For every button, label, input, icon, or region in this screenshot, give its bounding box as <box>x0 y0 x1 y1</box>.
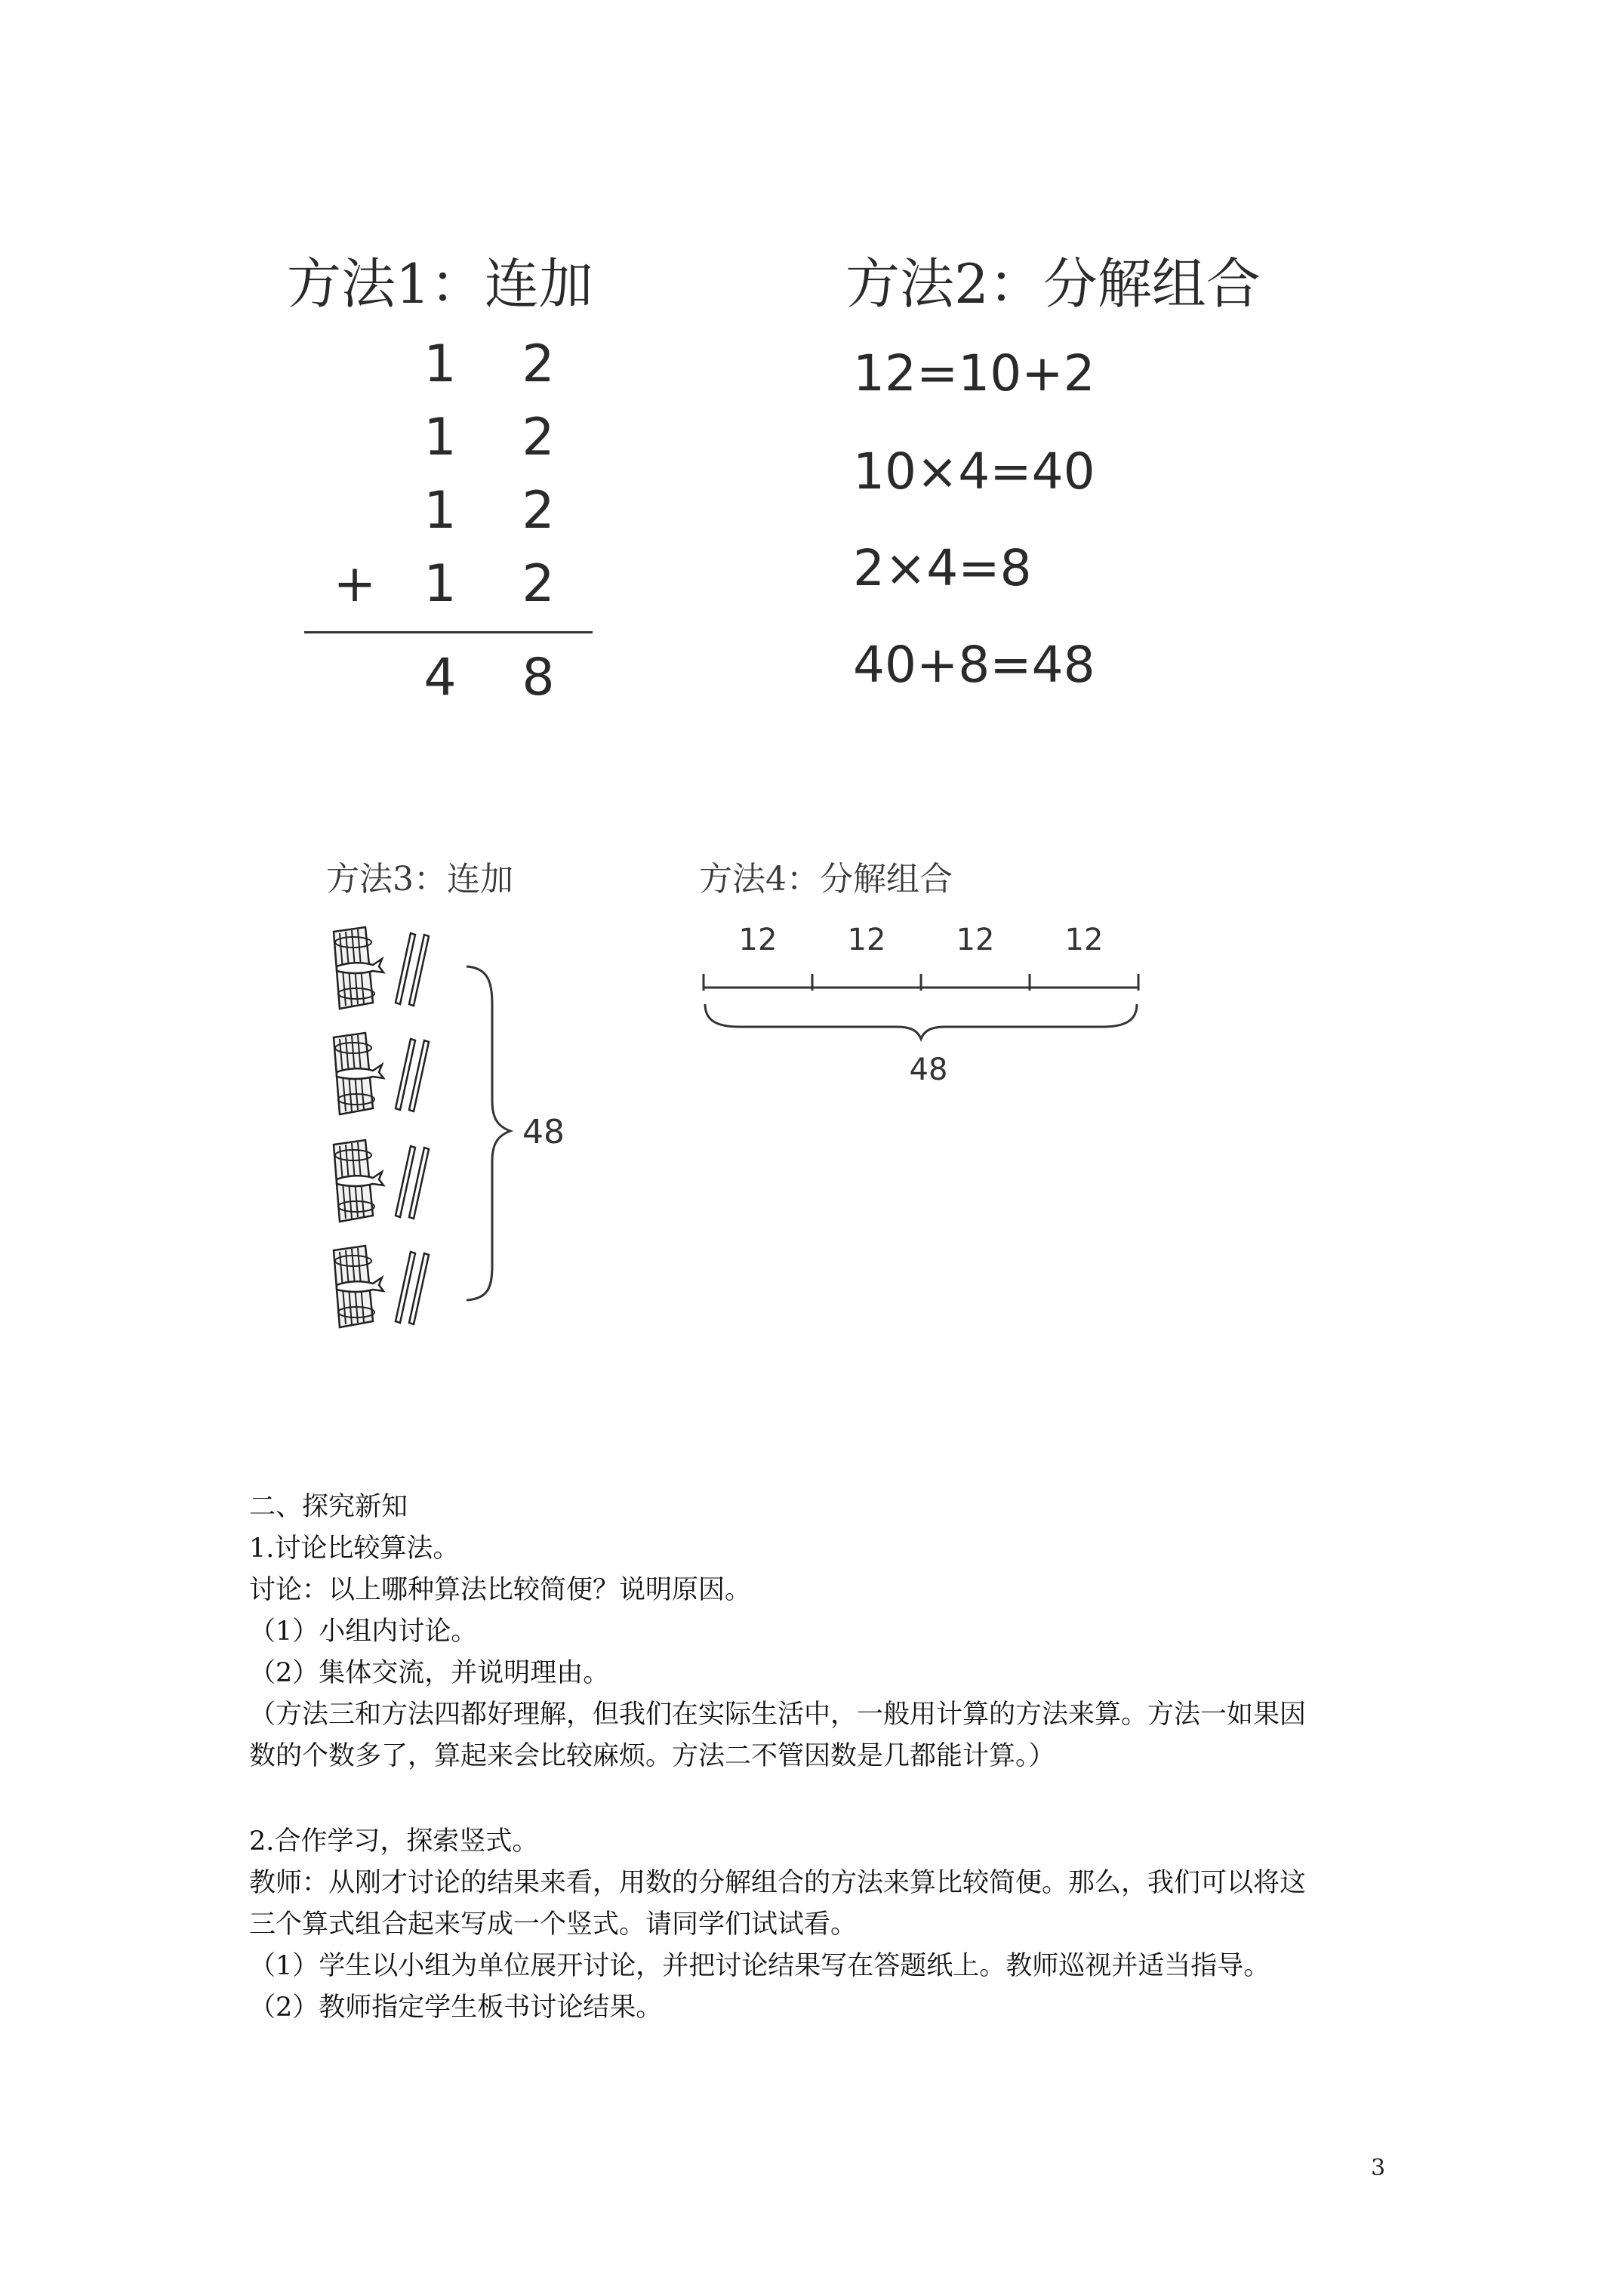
paragraph2-teacher-line2: 三个算式组合起来写成一个竖式。请同学们试试看。 <box>249 1909 858 1940</box>
segment-label-1: 12 <box>738 923 778 957</box>
paragraph1-note-line2: 数的个数多了，算起来会比较麻烦。方法二不管因数是几都能计算。） <box>249 1741 1055 1771</box>
row1-ones: 2 <box>522 334 555 394</box>
paragraph1-step2: （2）集体交流，并说明理由。 <box>249 1658 610 1688</box>
paragraph1-note-line1: （方法三和方法四都好理解，但我们在实际生活中，一般用计算的方法来算。方法一如果因 <box>249 1700 1307 1730</box>
paragraph1-step1: （1）小组内讨论。 <box>249 1616 478 1647</box>
segment-label-2: 12 <box>847 923 886 957</box>
method2-title: 方法2：分解组合 <box>845 252 1261 316</box>
row1-tens: 1 <box>423 334 457 394</box>
paragraph2-step1: （1）学生以小组为单位展开讨论，并把讨论结果写在答题纸上。教师巡视并适当指导。 <box>249 1951 1270 1981</box>
stick-bundle-2 <box>334 1033 429 1114</box>
method2-equation-3: 2×4=8 <box>853 539 1032 597</box>
method2-equation-4: 40+8=48 <box>853 636 1095 694</box>
paragraph2-heading: 2.合作学习，探索竖式。 <box>249 1826 539 1857</box>
stick-bundle-1 <box>334 927 429 1009</box>
right-brace <box>467 966 510 1300</box>
paragraph2-step2: （2）教师指定学生板书讨论结果。 <box>249 1992 663 2023</box>
paragraph2-teacher-line1: 教师：从刚才讨论的结果来看，用数的分解组合的方法来算比较简便。那么，我们可以将这 <box>249 1868 1307 1898</box>
plus-sign: + <box>333 554 377 614</box>
segment-label-3: 12 <box>956 923 995 957</box>
method1-title: 方法1：连加 <box>287 252 593 316</box>
page-number: 3 <box>1371 2155 1386 2181</box>
method2-equation-2: 10×4=40 <box>853 442 1095 501</box>
paragraph1-heading: 1.讨论比较算法。 <box>249 1533 460 1564</box>
row2-ones: 2 <box>522 408 555 467</box>
row3-ones: 2 <box>522 481 555 541</box>
paragraph1-discussion: 讨论：以上哪种算法比较简便？说明原因。 <box>249 1575 752 1605</box>
segment-label-4: 12 <box>1064 923 1104 957</box>
sum-line <box>304 631 593 633</box>
stick-bundle-4 <box>334 1246 429 1327</box>
section-heading: 二、探究新知 <box>249 1492 408 1522</box>
result-ones: 8 <box>522 648 555 707</box>
bottom-brace <box>705 1004 1137 1039</box>
row4-ones: 2 <box>522 554 555 614</box>
method4-title: 方法4：分解组合 <box>699 860 953 898</box>
result-tens: 4 <box>423 648 457 707</box>
method4-total: 48 <box>909 1052 948 1087</box>
method3-total: 48 <box>522 1113 565 1151</box>
method4-segment-diagram <box>694 951 1155 1049</box>
row2-tens: 1 <box>423 408 457 467</box>
method3-title: 方法3：连加 <box>326 860 513 898</box>
row4-tens: 1 <box>423 554 457 614</box>
method2-equation-1: 12=10+2 <box>853 344 1095 402</box>
row3-tens: 1 <box>423 481 457 541</box>
stick-bundle-3 <box>334 1140 429 1222</box>
